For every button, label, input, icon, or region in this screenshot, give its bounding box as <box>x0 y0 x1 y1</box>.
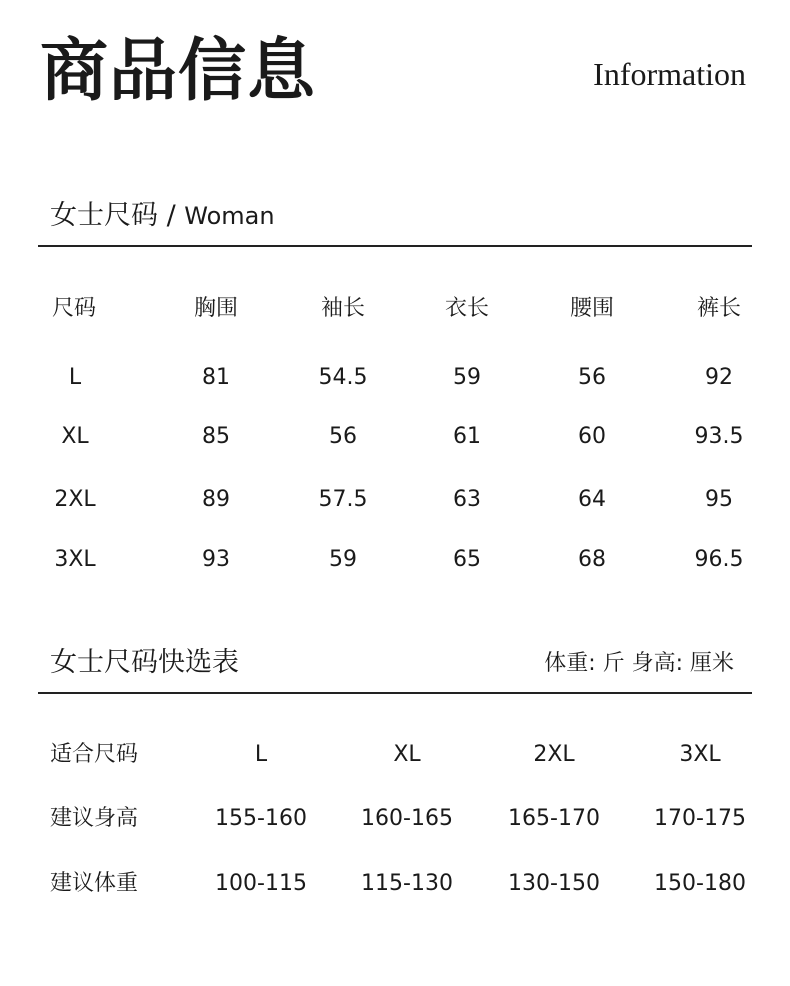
size-chart-cell-r1-c1: 81 <box>202 365 230 390</box>
quick-select-cell-r0-c1: L <box>254 742 268 767</box>
size-chart-cell-r3-c5: 95 <box>705 487 733 512</box>
quick-select-cell-r2-c4: 150-180 <box>654 871 746 896</box>
size-chart-cell-r2-c4: 60 <box>578 424 606 449</box>
quick-select-cell-r0-c0: 适合尺码 <box>50 742 139 767</box>
size-chart-cell-r2-c1: 85 <box>202 424 230 449</box>
quick-select-cell-r1-c0: 建议身高 <box>50 806 139 831</box>
size-chart-cell-r3-c3: 63 <box>453 487 481 512</box>
quick-select-cell-r0-c4: 3XL <box>679 742 721 767</box>
size-chart-cell-r0-c3: 衣长 <box>444 296 490 321</box>
size-chart-cell-r0-c5: 裤长 <box>696 296 742 321</box>
size-chart-cell-r2-c5: 93.5 <box>694 424 744 449</box>
size-chart-cell-r3-c4: 64 <box>578 487 606 512</box>
size-chart-cell-r3-c1: 89 <box>202 487 230 512</box>
size-chart-cell-r0-c0: 尺码 <box>52 296 97 321</box>
quick-select-title: 女士尺码快选表 <box>50 647 239 678</box>
quick-select-cell-r2-c2: 115-130 <box>361 871 453 896</box>
size-chart-title-cn: 女士尺码 <box>50 200 158 231</box>
size-chart-title-separator: / <box>166 200 176 231</box>
quick-select-cell-r2-c0: 建议体重 <box>50 871 139 896</box>
size-chart-cell-r0-c4: 腰围 <box>569 296 615 321</box>
size-chart-title-en: Woman <box>184 202 275 230</box>
page-title: 商品信息 <box>40 32 317 111</box>
size-chart-cell-r0-c2: 袖长 <box>320 296 366 321</box>
quick-select-cell-r1-c4: 170-175 <box>654 806 746 831</box>
size-chart-cell-r4-c3: 65 <box>453 547 481 572</box>
size-chart-cell-r4-c4: 68 <box>578 547 606 572</box>
size-chart-title <box>50 202 275 229</box>
quick-select-divider <box>38 692 752 694</box>
quick-select-cell-r0-c2: XL <box>393 742 421 767</box>
size-chart-cell-r1-c5: 92 <box>705 365 733 390</box>
size-chart-cell-r1-c0: L <box>68 365 82 390</box>
size-chart-divider <box>38 245 752 247</box>
quick-select-cell-r1-c2: 160-165 <box>361 806 453 831</box>
quick-select-cell-r1-c1: 155-160 <box>215 806 307 831</box>
size-chart-cell-r4-c2: 59 <box>329 547 357 572</box>
page-subtitle: Information <box>593 56 746 92</box>
size-chart-cell-r1-c2: 54.5 <box>318 365 368 390</box>
size-chart-cell-r1-c3: 59 <box>453 365 481 390</box>
quick-select-cell-r0-c3: 2XL <box>533 742 575 767</box>
size-chart-cell-r4-c5: 96.5 <box>694 547 744 572</box>
quick-select-cell-r2-c3: 130-150 <box>508 871 600 896</box>
size-chart-cell-r2-c2: 56 <box>329 424 357 449</box>
quick-select-cell-r1-c3: 165-170 <box>508 806 600 831</box>
size-chart-cell-r2-c3: 61 <box>453 424 481 449</box>
size-chart-cell-r3-c0: 2XL <box>54 487 96 512</box>
size-chart-cell-r4-c0: 3XL <box>54 547 96 572</box>
size-chart-cell-r3-c2: 57.5 <box>318 487 368 512</box>
size-chart-cell-r2-c0: XL <box>61 424 89 449</box>
size-chart-cell-r4-c1: 93 <box>202 547 230 572</box>
quick-select-unit-note: 体重: 斤 身高: 厘米 <box>544 651 734 676</box>
size-chart-cell-r0-c1: 胸围 <box>193 296 239 321</box>
quick-select-cell-r2-c1: 100-115 <box>215 871 307 896</box>
size-chart-cell-r1-c4: 56 <box>578 365 606 390</box>
